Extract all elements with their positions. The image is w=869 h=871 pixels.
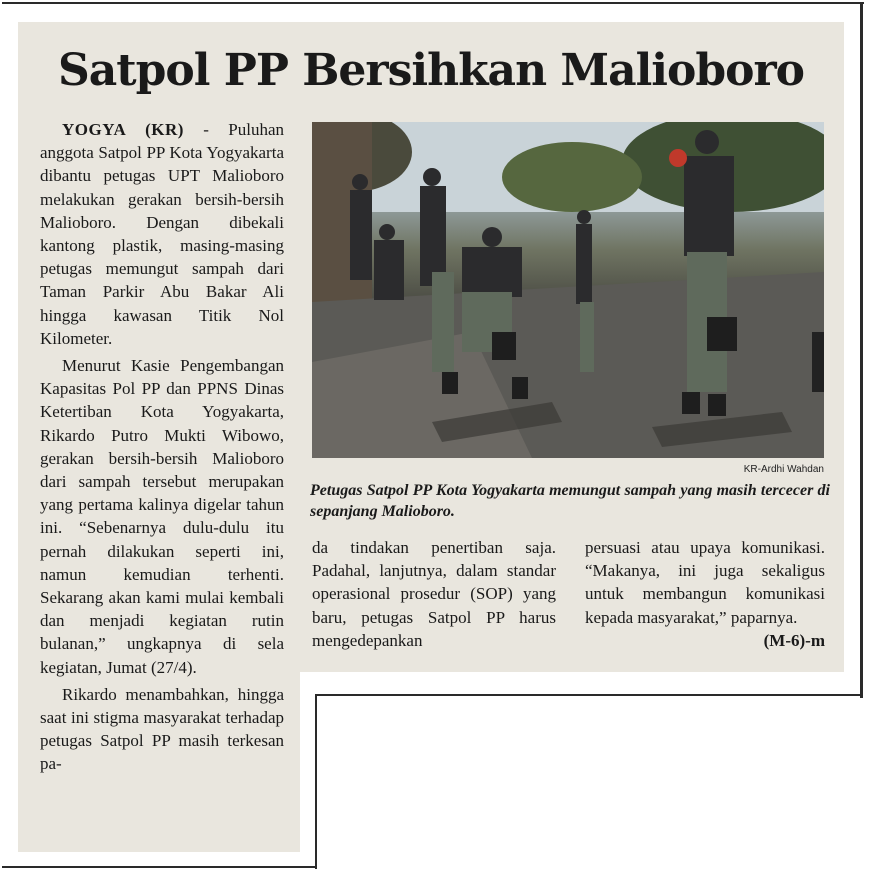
article-column-2: [312, 536, 556, 652]
photo-credit: KR-Ardhi Wahdan: [743, 464, 824, 475]
scan-frame-inner-v: [315, 694, 317, 869]
dateline: YOGYA (KR): [62, 120, 184, 139]
paragraph-1: [40, 118, 284, 350]
photo-caption: Petugas Satpol PP Kota Yogyakarta memungut sampah yang masih tercecer di sepanjang Malioboro.: [310, 482, 830, 520]
article-column-1: [40, 118, 284, 776]
news-photo: [312, 122, 824, 458]
column-2-text: da tindakan penertiban saja. Padahal, lanjutnya, dalam standar operasional prosedur (SOP) yang baru, petugas Satpol PP harus mengedepankan: [312, 538, 556, 650]
scan-frame-top: [2, 2, 864, 4]
paragraph-2: Menurut Kasie Pengembangan Kapasitas Pol PP dan PPNS Dinas Ketertiban Kota Yogyakarta, Rikardo Putro Mukti Wibowo, gerakan bersih-bersih Malioboro dari sampah tersebut merupakan yang pertama kalinya digelar tahun ini. “Sebenarnya dulu-dulu itu pernah dilakukan seperti ini, namun kemudian terhenti. Sekarang akan kami mulai kembali dan menjadi kegiatan rutin bulanan,” ungkapnya di sela kegiatan, Jumat (27/4).: [40, 356, 284, 677]
scan-frame-inner-h: [316, 694, 863, 696]
scan-frame-right: [860, 2, 863, 698]
column-3-body: persuasi atau upaya komunikasi. “Makanya, ini juga sekaligus untuk membangun komunikasi kepada masyarakat,” paparnya.: [585, 538, 825, 627]
photo-illustration: [312, 122, 824, 458]
scan-frame-bottom: [2, 866, 317, 868]
author-code: (M-6)-m: [763, 630, 825, 650]
article-column-3: [585, 536, 825, 652]
paragraph-3: Rikardo menambahkan, hingga saat ini stigma masyarakat terhadap petugas Satpol PP masih terkesan pa-: [40, 684, 284, 774]
article-headline: Satpol PP Bersihkan Malioboro: [57, 45, 805, 96]
column-3-text: [585, 536, 825, 650]
paragraph-1-text: - Puluhan anggota Satpol PP Kota Yogyakarta dibantu petugas UPT Malioboro melakukan gerakan bersih-bersih Malioboro. Dengan dibekali kantong plastik, masing-masing petugas memungut sampah dari Taman Parkir Abu Bakar Ali hingga kawasan Titik Nol Kilometer.: [40, 120, 284, 348]
